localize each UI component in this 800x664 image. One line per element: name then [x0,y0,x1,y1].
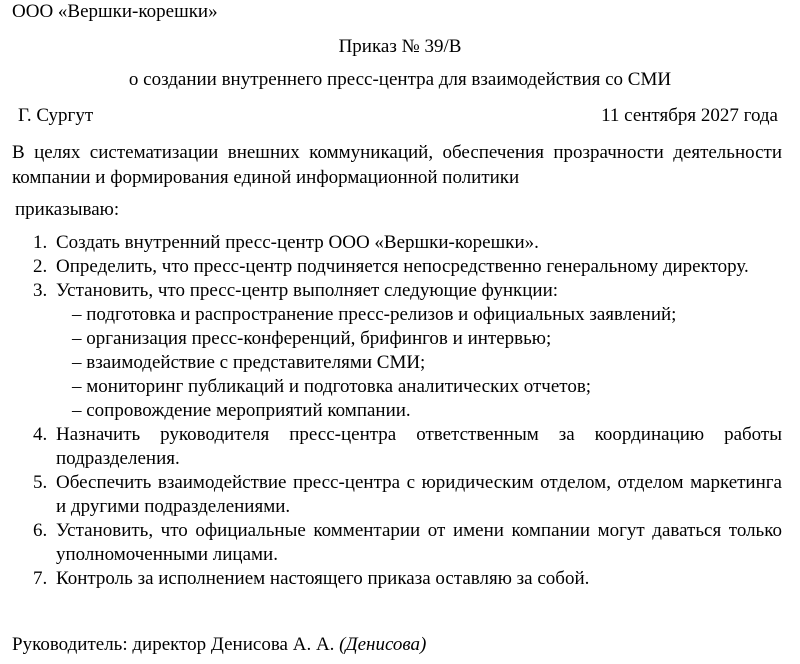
item-text: Назначить руководителя пресс-центра ответственным за координацию работы подразделения. [56,424,782,469]
order-date: 11 сентября 2027 года [601,105,778,126]
item-text: Установить, что пресс-центр выполняет следующие функции: [56,280,559,301]
order-item [0,255,782,279]
order-item [0,471,782,519]
item-number: 5. [33,472,48,493]
organization-name: ООО «Вершки-корешки» [12,1,218,22]
item-text: Определить, что пресс-центр подчиняется непосредственно генеральному директору. [56,256,749,277]
function-item: – подготовка и распространение пресс-релизов и официальных заявлений; [72,304,677,325]
order-item [0,279,782,423]
order-item [0,519,782,567]
order-items [0,231,800,591]
item-text: Контроль за исполнением настоящего приказа оставляю за собой. [56,568,590,589]
signature-name: (Денисова) [339,634,427,655]
item-text: Установить, что официальные комментарии от имени компании могут даваться только уполномоченными лицами. [56,520,782,565]
decree-word: приказываю: [15,199,120,220]
order-item [0,231,782,255]
order-item [0,567,782,591]
item-text: Обеспечить взаимодействие пресс-центра с юридическим отделом, отделом маркетинга и другими подразделениями. [56,472,782,517]
item-number: 6. [33,520,48,541]
item-number: 7. [33,568,48,589]
city: Г. Сургут [18,105,94,126]
item-number: 1. [33,232,48,253]
order-subject: о создании внутреннего пресс-центра для взаимодействия со СМИ [128,69,672,90]
signature-label: Руководитель: директор Денисова А. А. [12,634,335,655]
item-number: 4. [33,424,48,445]
item-text: Создать внутренний пресс-центр ООО «Вершки-корешки». [56,232,539,253]
function-item: – мониторинг публикаций и подготовка аналитических отчетов; [72,376,592,397]
function-item: – организация пресс-конференций, брифингов и интервью; [72,328,552,349]
function-item: – взаимодействие с представителями СМИ; [72,352,426,373]
function-item: – сопровождение мероприятий компании. [72,400,411,421]
order-title: Приказ № 39/В [338,36,462,57]
signature-line [12,633,426,657]
preamble: В целях систематизации внешних коммуникаций, обеспечения прозрачности деятельности компании и формирования единой информационной политики [12,142,782,188]
item-number: 3. [33,280,48,301]
functions-list [56,303,782,423]
order-item [0,423,782,471]
item-number: 2. [33,256,48,277]
